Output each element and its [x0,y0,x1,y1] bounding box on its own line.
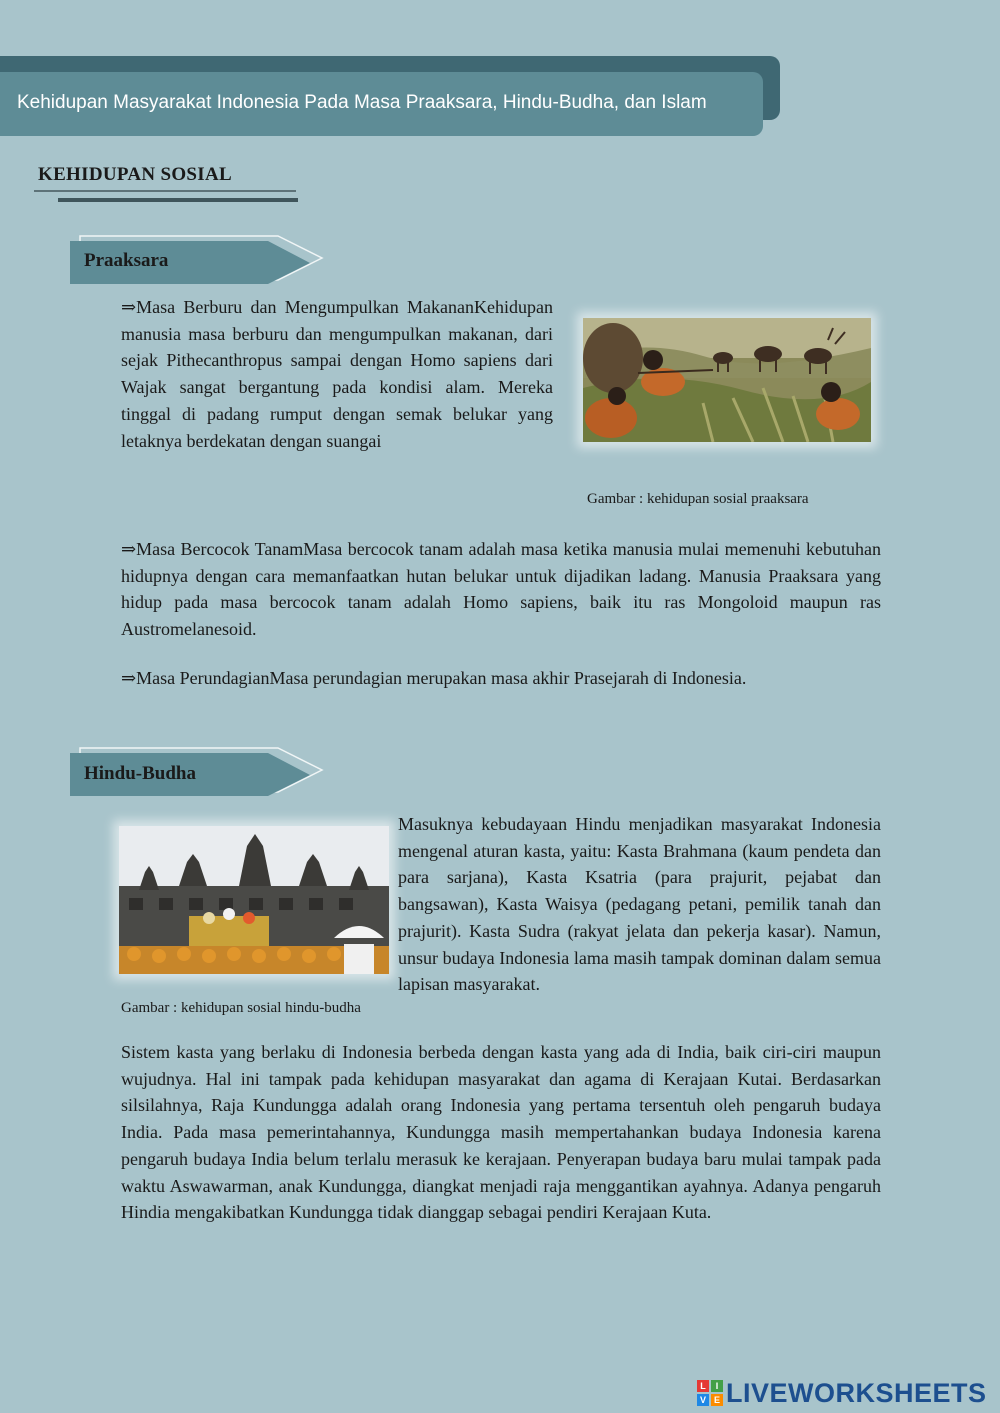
logo-squares-icon [697,1380,723,1406]
page-title: Kehidupan Masyarakat Indonesia Pada Masa Praaksara, Hindu-Budha, dan Islam [17,92,707,113]
logo-letter: E [711,1394,723,1406]
section-underline [34,190,296,192]
section-underline-thick [58,198,298,202]
temple-ceremony-image [119,826,389,974]
hindu-budha-photo [119,826,389,974]
praaksara-paragraph-berburu [121,294,553,454]
praaksara-paragraph-bercocok-tanam [121,536,881,643]
praaksara-text-3: ⇒Masa PerundagianMasa perundagian merupakan masa akhir Prasejarah di Indonesia. [121,668,747,688]
praaksara-photo [583,318,871,442]
liveworksheets-logo [697,1379,987,1407]
hindu-budha-paragraph-kutai [121,1039,881,1226]
hindu-budha-paragraph-kasta [398,811,881,998]
praaksara-tag [70,234,326,286]
hindu-budha-text-2: Sistem kasta yang berlaku di Indonesia berbeda dengan kasta yang ada di India, baik ciri-ciri maupun wujudnya. Hal ini tampak pada kehidupan masyarakat dan agama di Kerajaan Kutai. Berdasarkan silsilahnya, Raja Kundungga adalah orang Indonesia yang pertama tersentuh oleh pengaruh budaya India. Pada masa pemerintahannya, Kundungga masih mempertahankan budaya Indonesia karena pengaruh budaya India belum terlalu merasuk ke kerajaan. Penyerapan budaya baru mulai tampak pada waktu Aswawarman, anak Kundungga, diangkat menjadi raja menggantikan ayahnya. Adanya pengaruh Hindia mengakibatkan Kundungga tidak dianggap sebagai pendiri Kerajaan Kuta. [121,1042,881,1223]
hindu-budha-caption: Gambar : kehidupan sosial hindu-budha [121,1000,361,1016]
hunting-scene-image [583,318,871,442]
praaksara-text-2: ⇒Masa Bercocok TanamMasa bercocok tanam adalah masa ketika manusia mulai memenuhi kebutuhan hidupnya dengan cara memanfaatkan hutan belukar untuk dijadikan ladang. Manusia Praaksara yang hidup pada masa bercocok tanam adalah Homo sapiens, baik itu ras Mongoloid maupun ras Austromelanesoid. [121,539,881,640]
praaksara-paragraph-perundagian [121,665,881,692]
logo-text: LIVEWORKSHEETS [726,1377,987,1408]
hindu-budha-label: Hindu-Budha [84,763,196,784]
logo-letter: I [711,1380,723,1392]
praaksara-text-1: ⇒Masa Berburu dan Mengumpulkan MakananKehidupan manusia masa berburu dan mengumpulkan makanan, dari sejak Pithecanthropus sampai dengan Homo sapiens dari Wajak sangat bergantung pada kondisi alam. Mereka tinggal di padang rumput dengan semak belukar yang letaknya berdekatan dengan suangai [121,297,553,451]
praaksara-label: Praaksara [84,250,169,271]
logo-letter: L [697,1380,709,1392]
hindu-budha-text-1: Masuknya kebudayaan Hindu menjadikan masyarakat Indonesia mengenal aturan kasta, yaitu: Kasta Brahmana (kaum pendeta dan para sarjana), Kasta Ksatria (para prajurit, pejabat dan bangsawan), Kasta Waisya (pedagang petani, pemilik tanah dan prajurit). Kasta Sudra (rakyat jelata dan pekerja kasar). Namun, unsur budaya Indonesia lama masih tampak dominan dalam semua lapisan masyarakat. [398,814,881,995]
logo-letter: V [697,1394,709,1406]
section-title: KEHIDUPAN SOSIAL [38,164,232,185]
hindu-budha-tag [70,746,326,798]
praaksara-caption: Gambar : kehidupan sosial praaksara [587,491,809,507]
